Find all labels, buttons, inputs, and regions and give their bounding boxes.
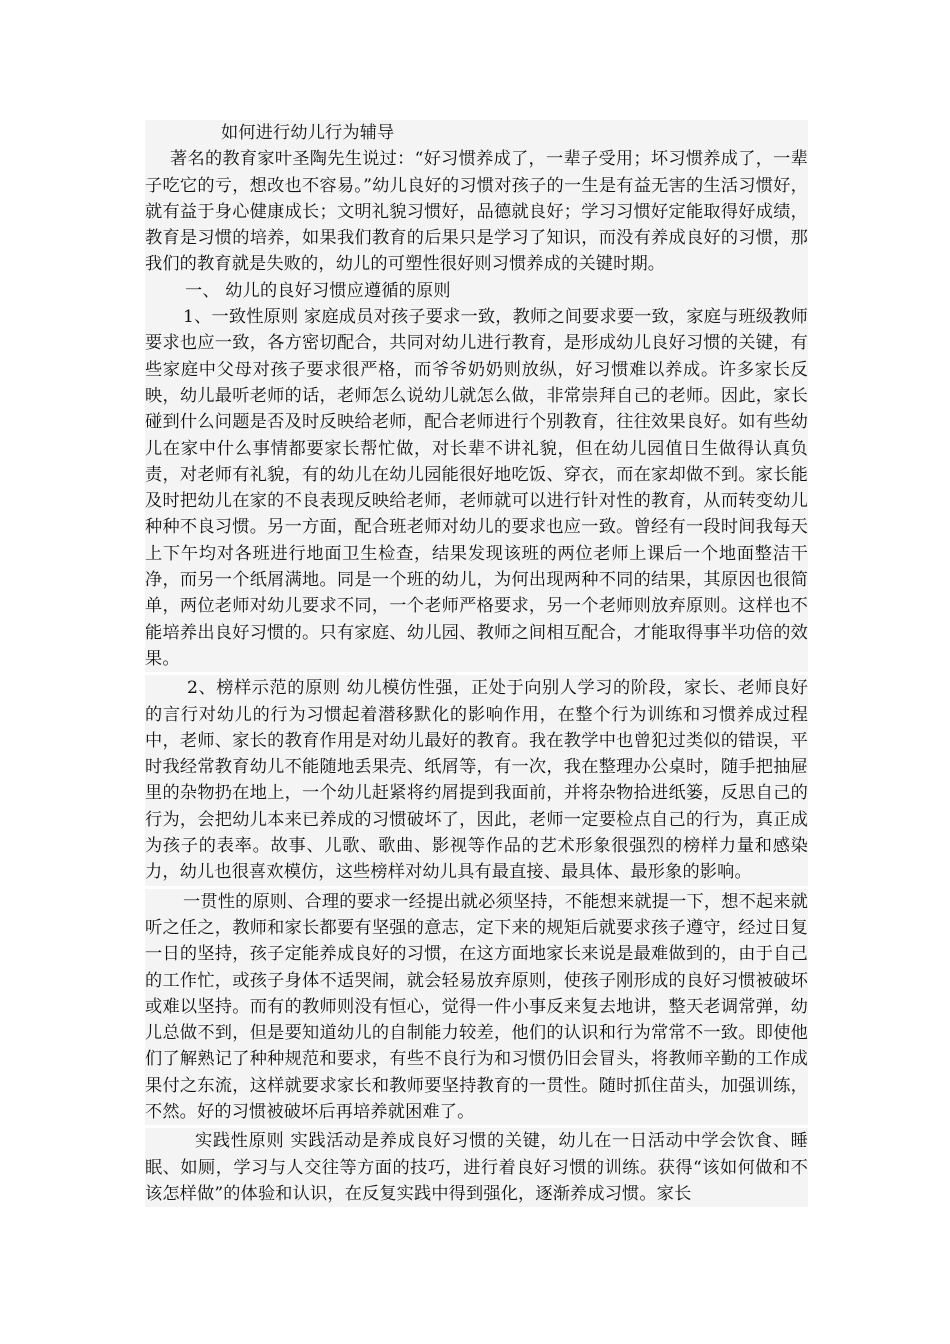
section-heading: 一、 幼儿的良好习惯应遵循的原则 [145,278,808,304]
principle-practice-paragraph: 实践性原则 实践活动是养成良好习惯的关键，幼儿在一日活动中学会饮食、睡眠、如厕，学习与人交往等方面的技巧，进行着良好习惯的训练。获得“该如何做和不该怎样做”的体验和认识，在反复实践中得到强化，逐渐养成习惯。家长 [145,1128,808,1207]
document-body [145,120,808,1207]
principle-persistence-paragraph: 一贯性的原则、合理的要求一经提出就必须坚持，不能想来就提一下，想不起来就听之任之，教师和家长都要有坚强的意志，定下来的规矩后就要求孩子遵守，经过日复一日的坚持，孩子定能养成良好的习惯，在这方面地家长来说是最难做到的，由于自己的工作忙，或孩子身体不适哭闹，就会轻易放弃原则，使孩子刚形成的良好习惯被破坏或难以坚持。而有的教师则没有恒心，觉得一件小事反来复去地讲，整天老调常弹，幼儿总做不到，但是要知道幼儿的自制能力较差，他们的认识和行为常常不一致。即使他们了解熟记了种种规范和要求，有些不良行为和习惯仍旧会冒头，将教师辛勤的工作成果付之东流，这样就要求家长和教师要坚持教育的一贯性。随时抓住苗头，加强训练，不然。好的习惯被破坏后再培养就困难了。 [145,889,808,1126]
principle-role-model-paragraph: 2、榜样示范的原则 幼儿模仿性强，正处于向别人学习的阶段，家长、老师良好的言行对幼儿的行为习惯起着潜移默化的影响作用，在整个行为训练和习惯养成过程中，老师、家长的教育作用是对幼儿最好的教育。我在教学中也曾犯过类似的错误，平时我经常教育幼儿不能随地丢果壳、纸屑等，有一次，我在整理办公桌时，随手把抽屉里的杂物扔在地上，一个幼儿赶紧将约屑提到我面前，并将杂物拾进纸篓，反思自己的行为，会把幼儿本来已养成的习惯破坏了，因此，老师一定要检点自己的行为，真正成为孩子的表率。故事、儿歌、歌曲、影视等作品的艺术形象很强烈的榜样力量和感染力，幼儿也很喜欢模仿，这些榜样对幼儿具有最直接、最具体、最形象的影响。 [145,675,808,885]
principle-consistency-paragraph: 1、一致性原则 家庭成员对孩子要求一致，教师之间要求要一致，家庭与班级教师要求也应一致，各方密切配合，共同对幼儿进行教育，是形成幼儿良好习惯的关键，有些家庭中父母对孩子要求很严格，而爷爷奶奶则放纵，好习惯难以养成。许多家长反映，幼儿最听老师的话，老师怎么说幼儿就怎么做，非常崇拜自己的老师。因此，家长碰到什么问题是否及时反映给老师，配合老师进行个别教育，往往效果良好。如有些幼儿在家中什么事情都要家长帮忙做，对长辈不讲礼貌，但在幼儿园值日生做得认真负责，对老师有礼貌，有的幼儿在幼儿园能很好地吃饭、穿衣，而在家却做不到。家长能及时把幼儿在家的不良表现反映给老师，老师就可以进行针对性的教育，从而转变幼儿种种不良习惯。另一方面，配合班老师对幼儿的要求也应一致。曾经有一段时间我每天上下午均对各班进行地面卫生检查，结果发现该班的两位老师上课后一个地面整洁干净，而另一个纸屑满地。同是一个班的幼儿，为何出现两种不同的结果，其原因也很简单，两位老师对幼儿要求不同，一个老师严格要求，另一个老师则放弃原则。这样也不能培养出良好习惯的。只有家庭、幼儿园、教师之间相互配合，才能取得事半功倍的效果。 [145,304,808,672]
intro-paragraph: 著名的教育家叶圣陶先生说过：“好习惯养成了，一辈子受用；坏习惯养成了，一辈子吃它的亏，想改也不容易。”幼儿良好的习惯对孩子的一生是有益无害的生活习惯好，就有益于身心健康成长；文明礼貌习惯好，品德就良好；学习习惯好定能取得好成绩，教育是习惯的培养，如果我们教育的后果只是学习了知识，而没有养成良好的习惯，那我们的教育就是失败的，幼儿的可塑性很好则习惯养成的关键时期。 [145,146,808,277]
document-title: 如何进行幼儿行为辅导 [145,120,808,146]
